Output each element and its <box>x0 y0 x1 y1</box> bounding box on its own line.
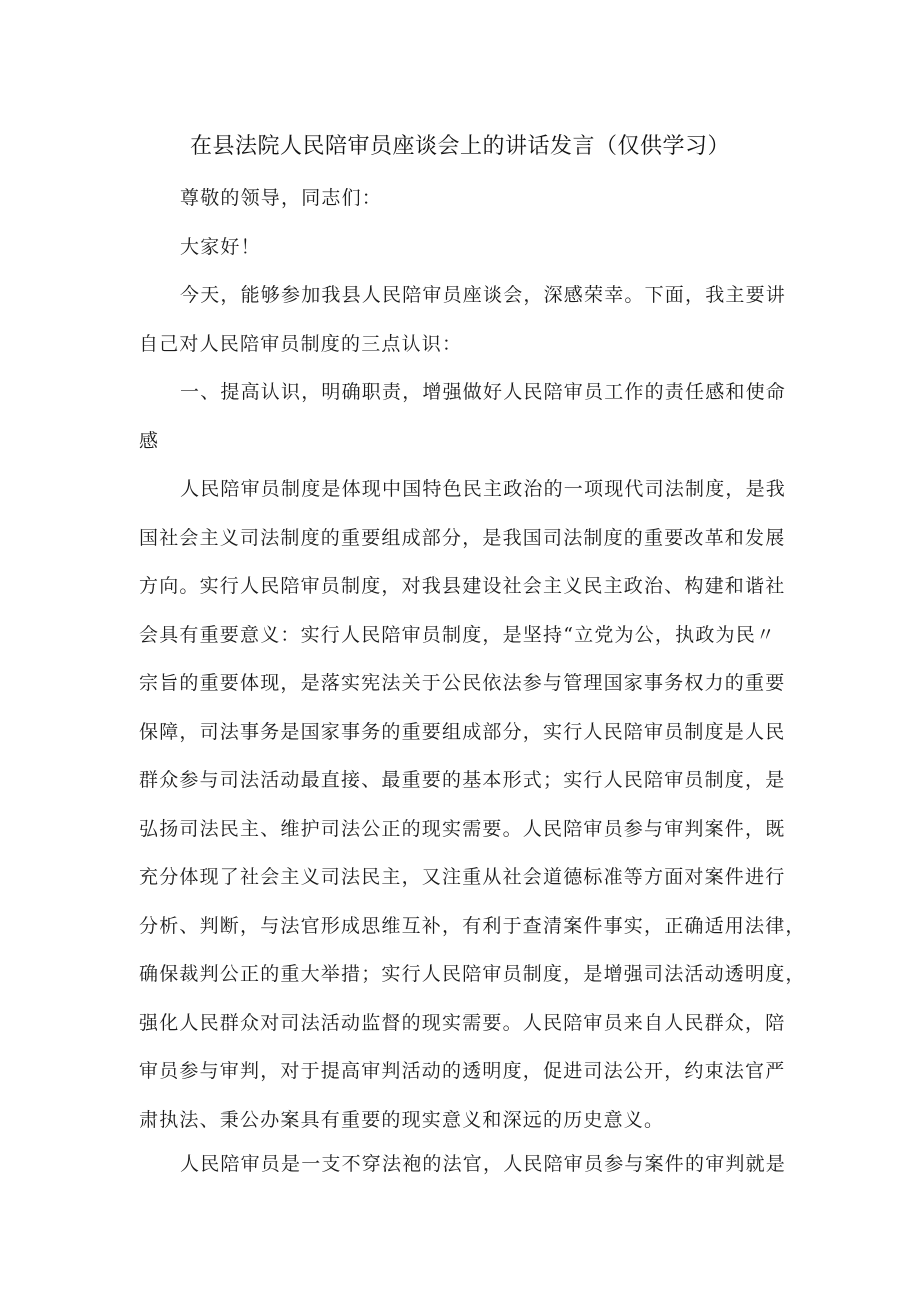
document-title: 在县法院人民陪审员座谈会上的讲话发言（仅供学习） <box>189 134 730 159</box>
paragraph-line: 充分体现了社会主义司法民主，又注重从社会道德标准等方面对案件进行 <box>139 866 786 888</box>
paragraph-line: 自己对人民陪审员制度的三点认识： <box>139 332 463 355</box>
heading-line: 一、提高认识，明确职责，增强做好人民陪审员工作的责任感和使命 <box>180 381 787 403</box>
heading-line: 感 <box>139 429 160 452</box>
paragraph-line: 人民陪审员制度是体现中国特色民主政治的一项现代司法制度，是我 <box>180 478 787 500</box>
salutation <box>139 223 789 272</box>
section-heading-1 <box>139 368 789 465</box>
intro-paragraph <box>139 271 789 368</box>
paragraph-line: 分析、判断，与法官形成思维互补，有利于查清案件事实，正确适用法律， <box>139 914 806 937</box>
salutation-text: 大家好！ <box>180 236 261 258</box>
greeting-text: 尊敬的领导，同志们： <box>180 187 383 209</box>
paragraph-line: 会具有重要意义：实行人民陪审员制度，是坚持“立党为公，执政为民〃 <box>139 623 777 646</box>
paragraph-line: 弘扬司法民主、维护司法公正的现实需要。人民陪审员参与审判案件，既 <box>139 817 786 840</box>
paragraph-line: 群众参与司法活动最直接、最重要的基本形式；实行人民陪审员制度，是 <box>139 769 786 791</box>
paragraph-line: 确保裁判公正的重大举措；实行人民陪审员制度，是增强司法活动透明度， <box>139 963 806 985</box>
paragraph-line: 国社会主义司法制度的重要组成部分，是我国司法制度的重要改革和发展 <box>139 526 786 549</box>
paragraph-line: 肃执法、秉公办案具有重要的现实意义和深远的历史意义。 <box>139 1108 665 1131</box>
paragraph-line: 人民陪审员是一支不穿法袍的法官，人民陪审员参与案件的审判就是 <box>180 1153 787 1175</box>
body-paragraph-2 <box>139 465 806 1144</box>
paragraph-line: 方向。实行人民陪审员制度，对我县建设社会主义民主政治、构建和谐社 <box>139 575 786 597</box>
paragraph-line: 今天，能够参加我县人民陪审员座谈会，深感荣幸。下面，我主要讲 <box>180 284 787 306</box>
paragraph-line: 强化人民群众对司法活动监督的现实需要。人民陪审员来自人民群众，陪 <box>139 1011 786 1034</box>
paragraph-line: 审员参与审判，对于提高审判活动的透明度，促进司法公开，约束法官严 <box>139 1060 786 1082</box>
paragraph-line: 宗旨的重要体现，是落实宪法关于公民依法参与管理国家事务权力的重要 <box>139 672 786 694</box>
paragraph-line: 保障，司法事务是国家事务的重要组成部分，实行人民陪审员制度是人民 <box>139 720 786 743</box>
body-paragraph-3 <box>139 1140 789 1189</box>
greeting <box>139 174 789 223</box>
